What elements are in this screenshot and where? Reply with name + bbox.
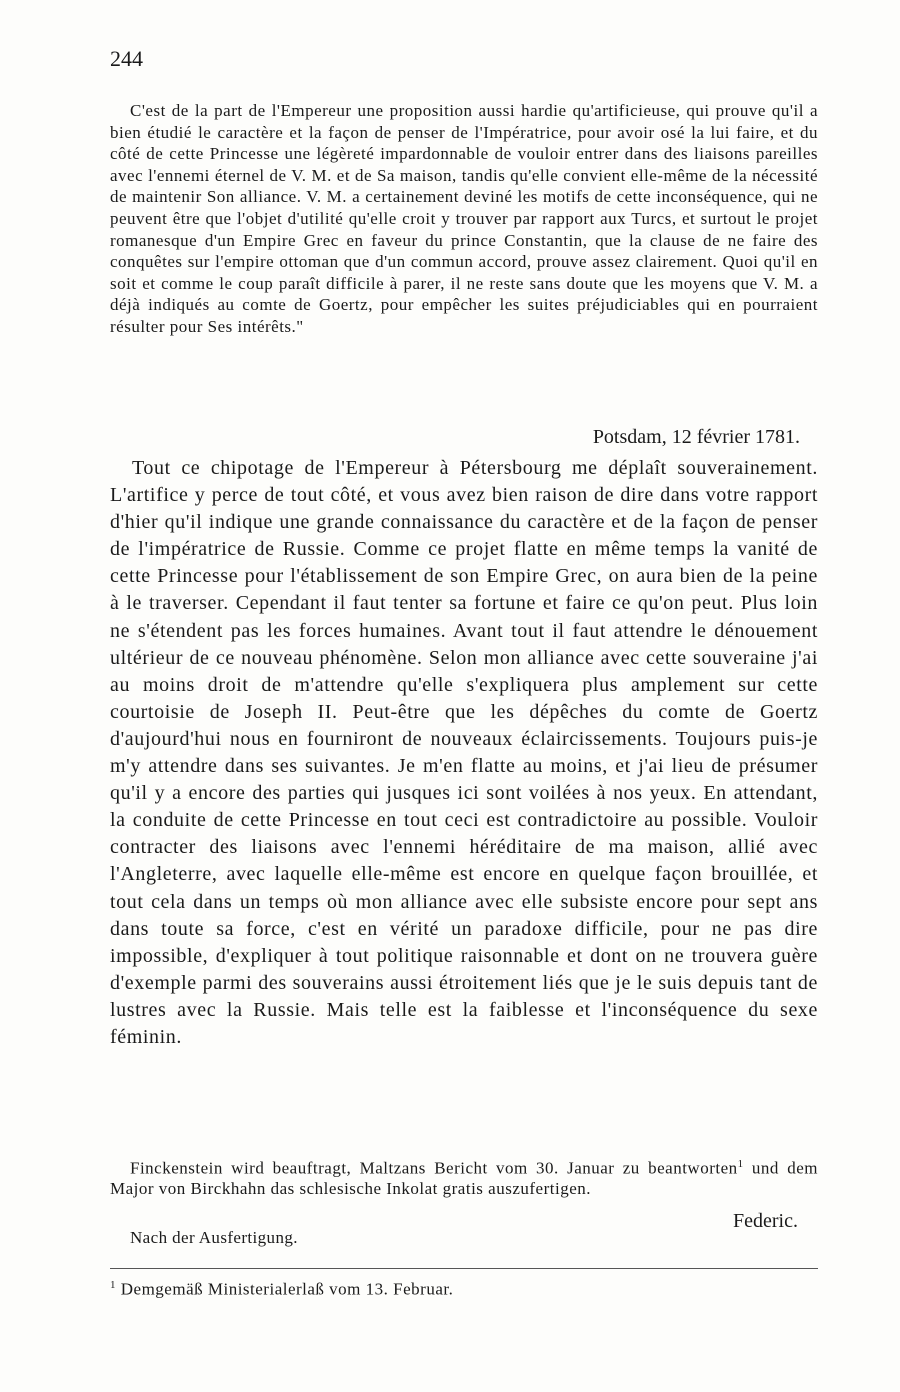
editorial-note — [110, 1154, 818, 1200]
footnote — [110, 1279, 453, 1300]
footnote-reference: 1 — [737, 1158, 744, 1170]
dateline: Potsdam, 12 février 1781. — [592, 426, 800, 448]
note-text-after: und dem Major von Birckhahn das schlesische Inkolat gratis auszufertigen. — [110, 1158, 818, 1199]
footnote-mark: 1 — [110, 1279, 116, 1291]
footnote-text: Demgemäß Ministerialerlaß vom 13. Februar. — [116, 1279, 454, 1299]
note-text-before: Finckenstein wird beauftragt, Maltzans Bericht vom 30. Januar zu beantworten — [130, 1158, 738, 1178]
page-number: 244 — [110, 46, 143, 71]
editorial-note-text — [110, 1154, 818, 1200]
letter-text: Tout ce chipotage de l'Empereur à Pétersbourg me déplaît souverainement. L'artifice y perce de tout côté, et vous avez bien raison de dire dans votre rapport d'hier qu'il indique une grande connaissance du caractère et de la façon de penser de l'impératrice de Russie. Comme ce projet flatte en même temps la vanité de cette Princesse pour l'établissement de son Empire Grec, on aura bien de la peine à le traverser. Cependant il faut tenter sa fortune et faire ce qu'on peut. Plus loin ne s'étendent pas les forces humaines. Avant tout il faut attendre le dénouement ultérieur de ce nouveau phénomène. Selon mon alliance avec cette souveraine j'ai au moins droit de m'attendre qu'elle s'expliquera plus amplement sur cette courtoisie de Joseph II. Peut-être que les dépêches du comte de Goertz d'aujourd'hui nous en fourniront de nouveaux éclaircissements. Toujours puis-je m'y attendre dans ses suivantes. Je m'en flatte au moins, et j'ai lieu de présumer qu'il y a encore des parties qui jusques ici sont voilées à nos yeux. En attendant, la conduite de cette Princesse en tout ceci est contradictoire au possible. Vouloir contracter des liaisons avec l'ennemi héréditaire de ma maison, allié avec l'Angleterre, avec laquelle elle-même est encore en quelque façon brouillée, et tout cela dans un temps où mon alliance avec elle subsiste encore pour sept ans dans toute sa force, c'est en vérité un paradoxe difficile, pour ne pas dire impossible, d'expliquer à tout politique raisonnable et dont on ne trouvera guère d'exemple parmi des souverains aussi étroitement liés que je le suis depuis tant de lustres avec la Russie. Mais telle est la faiblesse et l'inconséquence du sexe féminin. — [110, 457, 818, 1048]
quoted-report — [110, 100, 818, 338]
footnote-divider — [110, 1268, 818, 1269]
quoted-report-text: C'est de la part de l'Empereur une proposition aussi hardie qu'artificieuse, qui prouve qu'il a bien étudié le caractère et la façon de penser de l'Impératrice, pour avoir osé la lui faire, et du côté de cette Princesse une légèreté impardonnable de vouloir entrer dans des liaisons pareilles avec l'ennemi éternel de V. M. et de Sa maison, tandis qu'elle convient elle-même de la nécessité de maintenir Son alliance. V. M. a certainement deviné les motifs de cette inconséquence, qui ne peuvent être que l'objet d'utilité qu'elle croit y trouver par rapport aux Turcs, et surtout le projet romanesque d'un Empire Grec en faveur du prince Constantin, que la clause de ne faire des conquêtes sur l'empire ottoman que d'un commun accord, prouve assez clairement. Quoi qu'il en soit et comme le coup paraît difficile à parer, il ne reste sans doute que les moyens que V. M. a déjà indiqués au comte de Goertz, pour empêcher les suites préjudiciables qui en pourraient résulter pour Ses intérêts." — [110, 101, 818, 336]
letter-body — [110, 455, 818, 1051]
source-note: Nach der Ausfertigung. — [130, 1228, 298, 1247]
signature: Federic. — [733, 1210, 798, 1232]
